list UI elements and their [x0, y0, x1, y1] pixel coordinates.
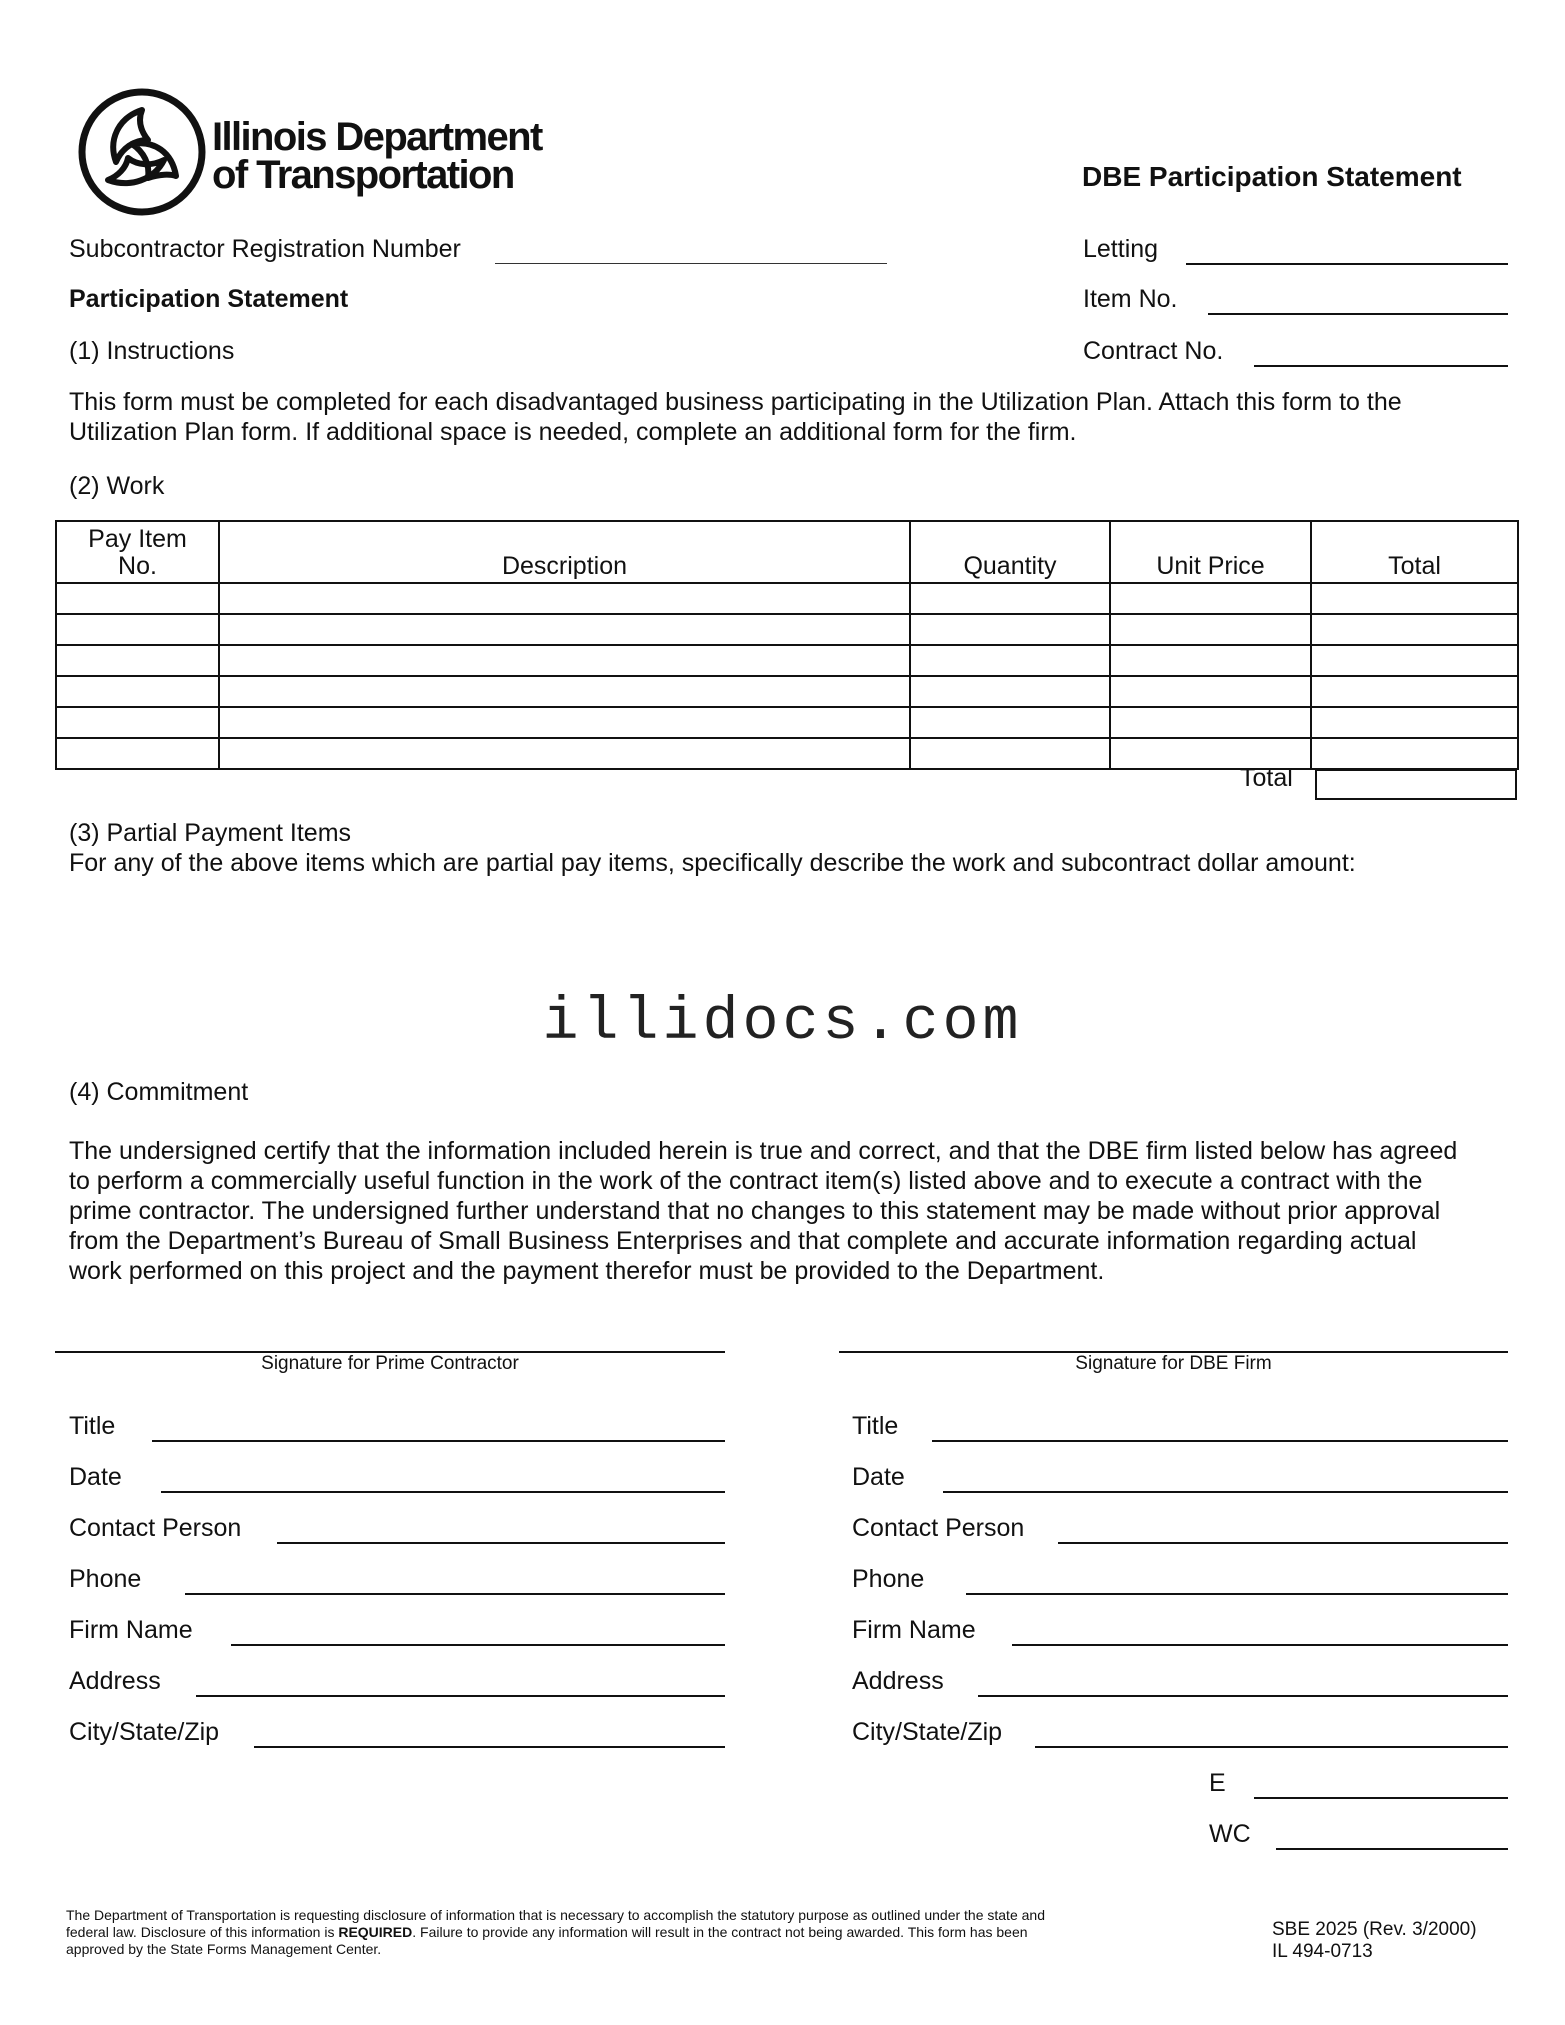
table-cell[interactable]: [910, 676, 1110, 707]
disclosure-notice: [66, 1907, 1045, 1958]
col-unit-price: Unit Price: [1110, 521, 1311, 583]
dbe-phone-label: Phone: [852, 1565, 925, 1593]
table-cell[interactable]: [56, 645, 219, 676]
dbe-date-label: Date: [852, 1463, 905, 1491]
subcontractor-registration-label: Subcontractor Registration Number: [69, 235, 461, 263]
dbe-address-input[interactable]: [978, 1695, 1508, 1697]
table-cell[interactable]: [56, 614, 219, 645]
table-cell[interactable]: [1110, 676, 1311, 707]
dbe-firm-input[interactable]: [1012, 1644, 1508, 1646]
form-number: SBE 2025 (Rev. 3/2000): [1272, 1919, 1477, 1940]
table-cell[interactable]: [1110, 614, 1311, 645]
wc-input[interactable]: [1276, 1848, 1508, 1850]
table-cell[interactable]: [910, 645, 1110, 676]
grand-total-label: Total: [1240, 764, 1293, 792]
prime-date-label: Date: [69, 1463, 122, 1491]
logo-line-1: Illinois Department: [212, 115, 542, 159]
table-cell[interactable]: [1311, 645, 1518, 676]
prime-phone-label: Phone: [69, 1565, 142, 1593]
table-cell[interactable]: [219, 738, 910, 769]
contract-no-input[interactable]: [1254, 365, 1508, 367]
partial-payment-heading: (3) Partial Payment Items: [69, 819, 352, 847]
table-row: [56, 707, 1518, 738]
table-cell[interactable]: [910, 583, 1110, 614]
commitment-line-1: The undersigned certify that the information included herein is true and correct, and that the DBE firm listed below has agreed: [69, 1137, 1458, 1165]
table-cell[interactable]: [56, 738, 219, 769]
prime-city-input[interactable]: [254, 1746, 725, 1748]
participation-statement-heading: Participation Statement: [69, 285, 349, 313]
e-input[interactable]: [1254, 1797, 1508, 1799]
partial-payment-text: For any of the above items which are partial pay items, specifically describe the work and subcontract dollar amount:: [69, 849, 1356, 877]
work-table: [55, 520, 1519, 770]
disclosure-line-2: federal law. Disclosure of this information is REQUIRED. Failure to provide any information will result in the contract not being awarded. This form has been: [66, 1924, 1028, 1940]
table-cell[interactable]: [910, 614, 1110, 645]
commitment-heading: (4) Commitment: [69, 1078, 249, 1106]
col-description: Description: [219, 521, 910, 583]
il-number: IL 494-0713: [1272, 1941, 1373, 1962]
instructions-text: [69, 387, 1402, 447]
prime-city-label: City/State/Zip: [69, 1718, 220, 1746]
grand-total-input[interactable]: [1315, 769, 1517, 800]
col-pay-item-no: Pay Item No.: [56, 521, 219, 583]
table-cell[interactable]: [1311, 707, 1518, 738]
table-cell[interactable]: [1311, 676, 1518, 707]
dbe-address-label: Address: [852, 1667, 944, 1695]
dbe-contact-input[interactable]: [1058, 1542, 1508, 1544]
table-row: [56, 676, 1518, 707]
table-cell[interactable]: [219, 583, 910, 614]
table-cell[interactable]: [219, 707, 910, 738]
table-cell[interactable]: [56, 707, 219, 738]
prime-title-input[interactable]: [152, 1440, 725, 1442]
instructions-line-2: Utilization Plan form. If additional space is needed, complete an additional form for the firm.: [69, 418, 1077, 446]
col-quantity: Quantity: [910, 521, 1110, 583]
prime-address-input[interactable]: [196, 1695, 725, 1697]
prime-firm-input[interactable]: [231, 1644, 725, 1646]
dbe-title-label: Title: [852, 1412, 899, 1440]
partial-payment-section: [69, 818, 1356, 878]
prime-address-label: Address: [69, 1667, 161, 1695]
table-cell[interactable]: [1311, 614, 1518, 645]
form-title: DBE Participation Statement: [1082, 161, 1462, 192]
commitment-line-5: work performed on this project and the payment therefor must be provided to the Department.: [69, 1257, 1105, 1285]
table-cell[interactable]: [1311, 583, 1518, 614]
item-no-label: Item No.: [1083, 285, 1178, 313]
prime-contact-label: Contact Person: [69, 1514, 242, 1542]
table-cell[interactable]: [1110, 645, 1311, 676]
letting-input[interactable]: [1186, 263, 1508, 265]
work-heading: (2) Work: [69, 472, 165, 500]
prime-contact-input[interactable]: [277, 1542, 725, 1544]
dbe-phone-input[interactable]: [966, 1593, 1508, 1595]
prime-signature-label: Signature for Prime Contractor: [261, 1353, 519, 1374]
commitment-line-2: to perform a commercially useful function in the work of the contract item(s) listed above and to execute a contract with the: [69, 1167, 1423, 1195]
commitment-line-3: prime contractor. The undersigned further understand that no changes to this statement may be made without prior approval: [69, 1197, 1441, 1225]
item-no-input[interactable]: [1208, 313, 1508, 315]
prime-phone-input[interactable]: [185, 1593, 725, 1595]
watermark: illidocs.com: [542, 989, 1023, 1057]
table-row: [56, 645, 1518, 676]
table-cell[interactable]: [910, 707, 1110, 738]
contract-no-label: Contract No.: [1083, 337, 1224, 365]
commitment-line-4: from the Department’s Bureau of Small Business Enterprises and that complete and accurate information regarding actual: [69, 1227, 1417, 1255]
logo-line-2: of Transportation: [212, 153, 514, 197]
table-cell[interactable]: [56, 583, 219, 614]
dbe-city-label: City/State/Zip: [852, 1718, 1003, 1746]
letting-label: Letting: [1083, 235, 1159, 263]
commitment-text: [69, 1136, 1457, 1286]
table-row: [56, 738, 1518, 769]
col-total: Total: [1311, 521, 1518, 583]
table-cell[interactable]: [219, 676, 910, 707]
table-cell[interactable]: [219, 645, 910, 676]
dbe-signature-label: Signature for DBE Firm: [1075, 1353, 1272, 1374]
idot-logo-icon: [78, 88, 206, 216]
dbe-contact-label: Contact Person: [852, 1514, 1025, 1542]
disclosure-line-1: The Department of Transportation is requesting disclosure of information that is necessary to accomplish the statutory purpose as outlined under the state and: [66, 1907, 1045, 1923]
prime-title-label: Title: [69, 1412, 116, 1440]
table-row: [56, 583, 1518, 614]
subcontractor-registration-input[interactable]: [495, 263, 887, 264]
logo-wordmark: [212, 115, 542, 197]
table-cell[interactable]: [1311, 738, 1518, 769]
e-label: E: [1209, 1769, 1226, 1797]
dbe-date-input[interactable]: [943, 1491, 1508, 1493]
work-table-header: [56, 521, 1518, 583]
table-row: [56, 614, 1518, 645]
wc-label: WC: [1209, 1820, 1251, 1848]
table-cell[interactable]: [1110, 707, 1311, 738]
dbe-title-input[interactable]: [932, 1440, 1508, 1442]
dbe-city-input[interactable]: [1035, 1746, 1508, 1748]
table-cell[interactable]: [910, 738, 1110, 769]
table-cell[interactable]: [219, 614, 910, 645]
form-number-block: [1272, 1919, 1477, 1963]
dbe-firm-label: Firm Name: [852, 1616, 976, 1644]
table-cell[interactable]: [56, 676, 219, 707]
prime-firm-label: Firm Name: [69, 1616, 193, 1644]
table-cell[interactable]: [1110, 583, 1311, 614]
prime-date-input[interactable]: [161, 1491, 725, 1493]
instructions-line-1: This form must be completed for each disadvantaged business participating in the Utilization Plan. Attach this form to the: [69, 388, 1402, 416]
instructions-heading: (1) Instructions: [69, 337, 235, 365]
disclosure-line-3: approved by the State Forms Management Center.: [66, 1941, 382, 1957]
